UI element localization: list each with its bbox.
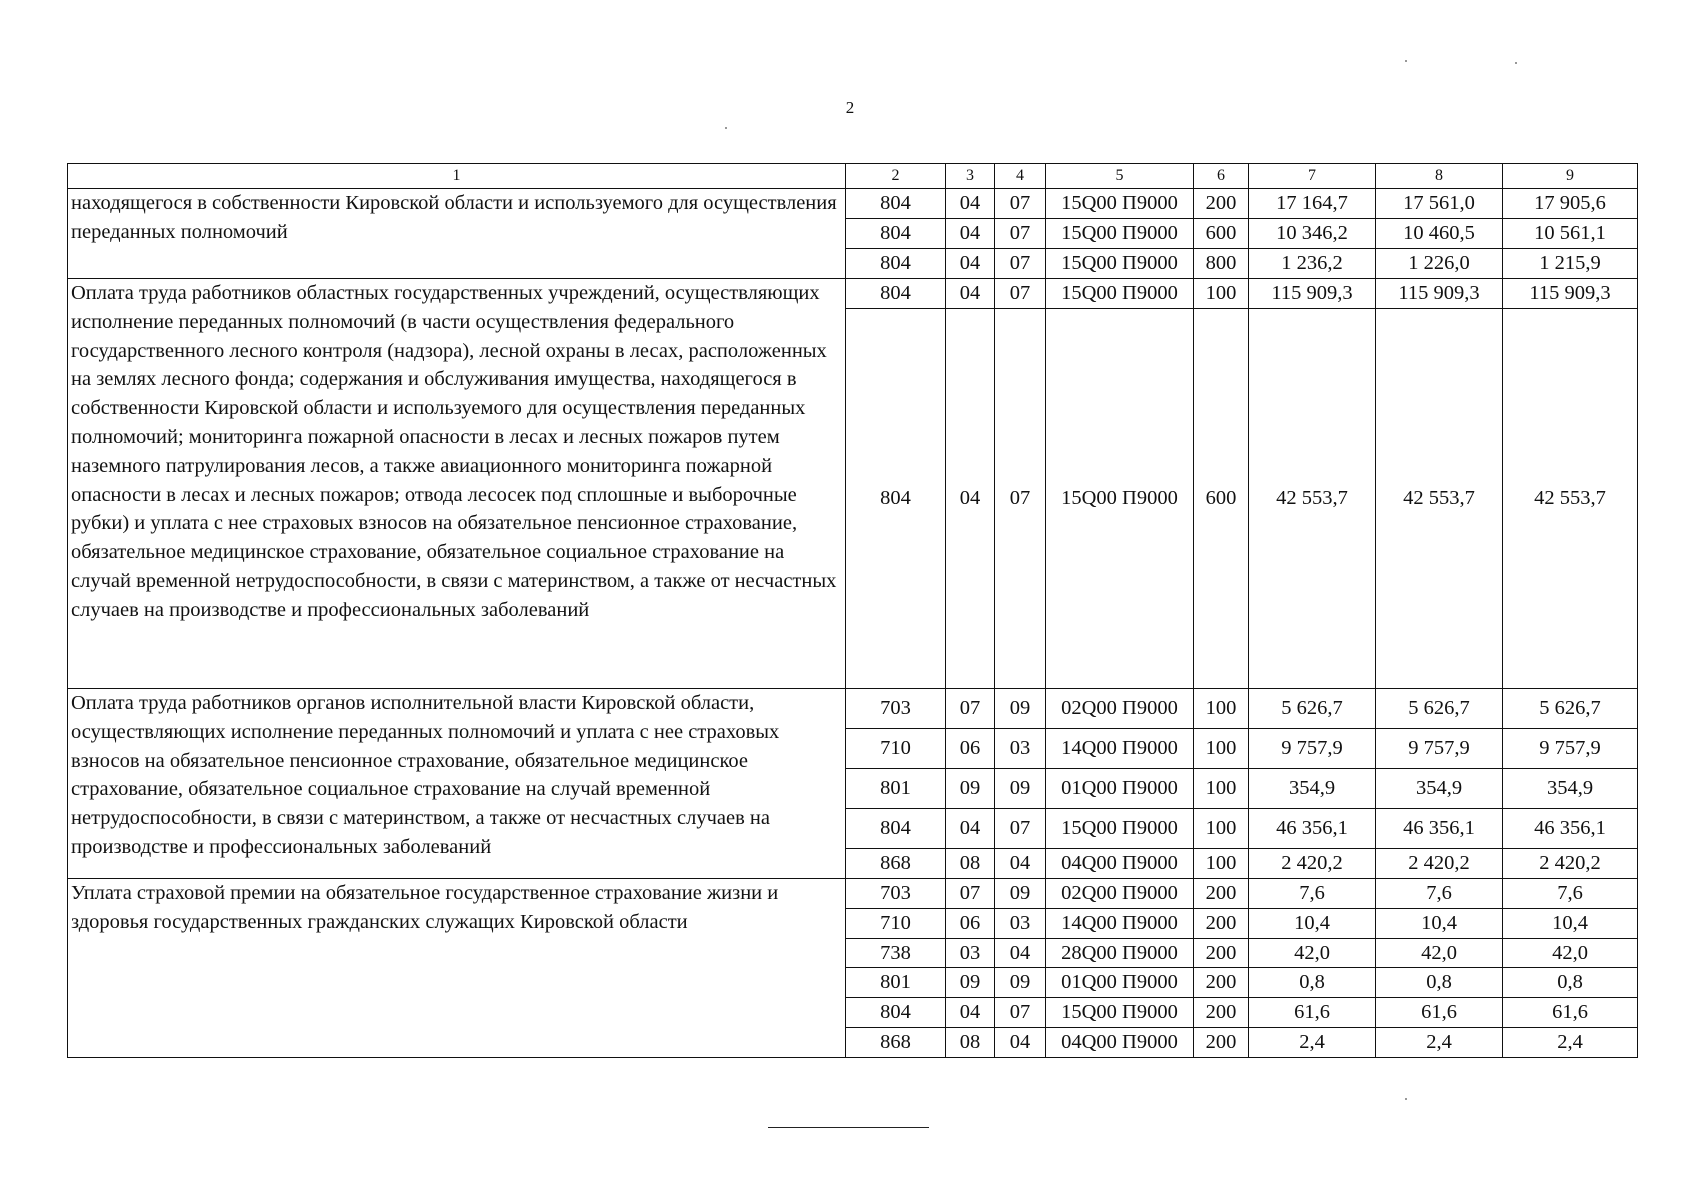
table-cell: 800 — [1194, 249, 1249, 279]
table-cell: 14Q00 П9000 — [1046, 908, 1194, 938]
table-cell: 04Q00 П9000 — [1046, 849, 1194, 879]
table-cell: 09 — [995, 689, 1046, 729]
table-cell: 2,4 — [1376, 1027, 1503, 1057]
table-cell: 10 561,1 — [1503, 219, 1638, 249]
table-cell: 09 — [995, 879, 1046, 909]
table-cell: 03 — [995, 729, 1046, 769]
table-cell: 1 236,2 — [1249, 249, 1376, 279]
table-cell: 06 — [946, 908, 995, 938]
page-number-text: 2 — [845, 98, 855, 117]
table-cell: 0,8 — [1376, 968, 1503, 998]
table-cell: 09 — [946, 769, 995, 809]
table-cell: 710 — [846, 729, 946, 769]
scan-speck — [725, 127, 727, 129]
table-cell: 200 — [1194, 908, 1249, 938]
table-cell: 08 — [946, 849, 995, 879]
header-cell: 5 — [1046, 164, 1194, 189]
table-cell: 04 — [946, 249, 995, 279]
table-cell: 15Q00 П9000 — [1046, 998, 1194, 1028]
table-cell: 200 — [1194, 1027, 1249, 1057]
table-cell: 04 — [946, 309, 995, 689]
table-cell: 42 553,7 — [1376, 309, 1503, 689]
table-cell: 10,4 — [1249, 908, 1376, 938]
table-cell: 07 — [995, 998, 1046, 1028]
end-separator-line — [768, 1127, 929, 1128]
table-cell: 42 553,7 — [1249, 309, 1376, 689]
table-cell: 07 — [995, 249, 1046, 279]
table-cell: 200 — [1194, 879, 1249, 909]
table-cell: 42 553,7 — [1503, 309, 1638, 689]
table-cell: 200 — [1194, 938, 1249, 968]
header-cell: 9 — [1503, 164, 1638, 189]
table-cell: 07 — [995, 309, 1046, 689]
table-cell: 03 — [995, 908, 1046, 938]
table-cell: 703 — [846, 879, 946, 909]
table-cell: 46 356,1 — [1503, 809, 1638, 849]
table-cell: 200 — [1194, 189, 1249, 219]
table-cell: 10,4 — [1376, 908, 1503, 938]
table-cell: 5 626,7 — [1376, 689, 1503, 729]
header-cell: 8 — [1376, 164, 1503, 189]
row-description: Уплата страховой премии на обязательное государственное страхование жизни и здоровья государственных гражданских служащих Кировской области — [68, 879, 846, 1058]
table-row — [68, 879, 1638, 909]
table-cell: 02Q00 П9000 — [1046, 689, 1194, 729]
table-cell: 42,0 — [1249, 938, 1376, 968]
table-cell: 200 — [1194, 968, 1249, 998]
table-cell: 804 — [846, 189, 946, 219]
table-cell: 115 909,3 — [1249, 279, 1376, 309]
table-cell: 42,0 — [1503, 938, 1638, 968]
table-cell: 804 — [846, 998, 946, 1028]
table-cell: 10 346,2 — [1249, 219, 1376, 249]
table-cell: 710 — [846, 908, 946, 938]
table-cell: 09 — [995, 968, 1046, 998]
table-cell: 0,8 — [1503, 968, 1638, 998]
table-cell: 9 757,9 — [1503, 729, 1638, 769]
table-cell: 1 226,0 — [1376, 249, 1503, 279]
table-cell: 07 — [995, 219, 1046, 249]
table-cell: 03 — [946, 938, 995, 968]
scan-speck — [1515, 62, 1517, 64]
table-cell: 17 905,6 — [1503, 189, 1638, 219]
table-cell: 2 420,2 — [1376, 849, 1503, 879]
table-cell: 07 — [995, 809, 1046, 849]
table-cell: 04 — [946, 279, 995, 309]
table-cell: 61,6 — [1376, 998, 1503, 1028]
table-cell: 703 — [846, 689, 946, 729]
header-cell: 3 — [946, 164, 995, 189]
header-cell: 2 — [846, 164, 946, 189]
table-cell: 15Q00 П9000 — [1046, 809, 1194, 849]
table-cell: 15Q00 П9000 — [1046, 279, 1194, 309]
table-cell: 868 — [846, 849, 946, 879]
table-cell: 100 — [1194, 849, 1249, 879]
table-cell: 1 215,9 — [1503, 249, 1638, 279]
table-cell: 600 — [1194, 219, 1249, 249]
budget-table — [67, 163, 1638, 1058]
table-cell: 46 356,1 — [1249, 809, 1376, 849]
table-cell: 46 356,1 — [1376, 809, 1503, 849]
header-cell: 7 — [1249, 164, 1376, 189]
table-cell: 354,9 — [1376, 769, 1503, 809]
table-cell: 07 — [995, 279, 1046, 309]
table-cell: 07 — [995, 189, 1046, 219]
table-cell: 804 — [846, 809, 946, 849]
page-number — [0, 98, 1700, 118]
table-cell: 354,9 — [1249, 769, 1376, 809]
table-cell: 07 — [946, 879, 995, 909]
table-cell: 5 626,7 — [1503, 689, 1638, 729]
table-cell: 04 — [995, 1027, 1046, 1057]
table-cell: 15Q00 П9000 — [1046, 189, 1194, 219]
table-cell: 2 420,2 — [1249, 849, 1376, 879]
table-cell: 04 — [946, 219, 995, 249]
table-cell: 100 — [1194, 769, 1249, 809]
table-cell: 06 — [946, 729, 995, 769]
table-cell: 08 — [946, 1027, 995, 1057]
table-cell: 100 — [1194, 729, 1249, 769]
table-cell: 01Q00 П9000 — [1046, 769, 1194, 809]
table-cell: 115 909,3 — [1376, 279, 1503, 309]
header-cell: 1 — [68, 164, 846, 189]
table-cell: 04 — [946, 189, 995, 219]
table-cell: 5 626,7 — [1249, 689, 1376, 729]
table-cell: 04 — [995, 938, 1046, 968]
table-cell: 7,6 — [1503, 879, 1638, 909]
header-cell: 4 — [995, 164, 1046, 189]
table-cell: 7,6 — [1376, 879, 1503, 909]
table-cell: 10,4 — [1503, 908, 1638, 938]
table-cell: 804 — [846, 309, 946, 689]
table-cell: 2 420,2 — [1503, 849, 1638, 879]
scan-speck — [1405, 1098, 1407, 1100]
table-row — [68, 689, 1638, 729]
table-cell: 10 460,5 — [1376, 219, 1503, 249]
table-cell: 100 — [1194, 809, 1249, 849]
table-cell: 04 — [946, 809, 995, 849]
table-cell: 804 — [846, 219, 946, 249]
table-cell: 738 — [846, 938, 946, 968]
table-cell: 9 757,9 — [1376, 729, 1503, 769]
table-cell: 04 — [946, 998, 995, 1028]
row-description: Оплата труда работников областных государственных учреждений, осуществляющих исполнение переданных полномочий (в части осуществления федерального государственного лесного контроля (надзора), лесной охраны в лесах, расположенных на землях лесного фонда; содержания и обслуживания имущества, находящегося в собственности Кировской области и используемого для осуществления переданных полномочий; мониторинга пожарной опасности в лесах и лесных пожаров путем наземного патрулирования лесов, а также авиационного мониторинга пожарной опасности в лесах и лесных пожаров; отвода лесосек под сплошные и выборочные рубки) и уплата с нее страховых взносов на обязательное пенсионное страхование, обязательное медицинское страхование, обязательное социальное страхование на случай временной нетрудоспособности, в связи с материнством, а также от несчастных случаев на производстве и профессиональных заболеваний — [68, 279, 846, 689]
table-cell: 804 — [846, 249, 946, 279]
table-cell: 61,6 — [1503, 998, 1638, 1028]
table-cell: 100 — [1194, 689, 1249, 729]
table-cell: 09 — [946, 968, 995, 998]
table-cell: 09 — [995, 769, 1046, 809]
table-cell: 0,8 — [1249, 968, 1376, 998]
table-cell: 61,6 — [1249, 998, 1376, 1028]
table-cell: 100 — [1194, 279, 1249, 309]
table-cell: 801 — [846, 968, 946, 998]
table-cell: 15Q00 П9000 — [1046, 219, 1194, 249]
table-cell: 9 757,9 — [1249, 729, 1376, 769]
table-cell: 42,0 — [1376, 938, 1503, 968]
row-description: Оплата труда работников органов исполнительной власти Кировской области, осуществляющих исполнение переданных полномочий и уплата с нее страховых взносов на обязательное пенсионное страхование, обязательное медицинское страхование, обязательное социальное страхование на случай временной нетрудоспособности, в связи с материнством, а также от несчастных случаев на производстве и профессиональных заболеваний — [68, 689, 846, 879]
table-row — [68, 279, 1638, 309]
table-row — [68, 189, 1638, 219]
header-row — [68, 164, 1638, 189]
table-cell: 7,6 — [1249, 879, 1376, 909]
table-cell: 02Q00 П9000 — [1046, 879, 1194, 909]
table-cell: 2,4 — [1249, 1027, 1376, 1057]
table-cell: 2,4 — [1503, 1027, 1638, 1057]
table-cell: 28Q00 П9000 — [1046, 938, 1194, 968]
table-cell: 17 164,7 — [1249, 189, 1376, 219]
table-cell: 04Q00 П9000 — [1046, 1027, 1194, 1057]
table-cell: 15Q00 П9000 — [1046, 249, 1194, 279]
row-description: находящегося в собственности Кировской области и используемого для осуществления переданных полномочий — [68, 189, 846, 279]
table-cell: 354,9 — [1503, 769, 1638, 809]
table-cell: 868 — [846, 1027, 946, 1057]
table-cell: 15Q00 П9000 — [1046, 309, 1194, 689]
table-cell: 600 — [1194, 309, 1249, 689]
table-cell: 04 — [995, 849, 1046, 879]
table-cell: 801 — [846, 769, 946, 809]
table-cell: 804 — [846, 279, 946, 309]
header-cell: 6 — [1194, 164, 1249, 189]
table-cell: 200 — [1194, 998, 1249, 1028]
table-cell: 07 — [946, 689, 995, 729]
table-cell: 14Q00 П9000 — [1046, 729, 1194, 769]
scan-speck — [1405, 60, 1407, 62]
table-cell: 115 909,3 — [1503, 279, 1638, 309]
table-cell: 01Q00 П9000 — [1046, 968, 1194, 998]
table-cell: 17 561,0 — [1376, 189, 1503, 219]
